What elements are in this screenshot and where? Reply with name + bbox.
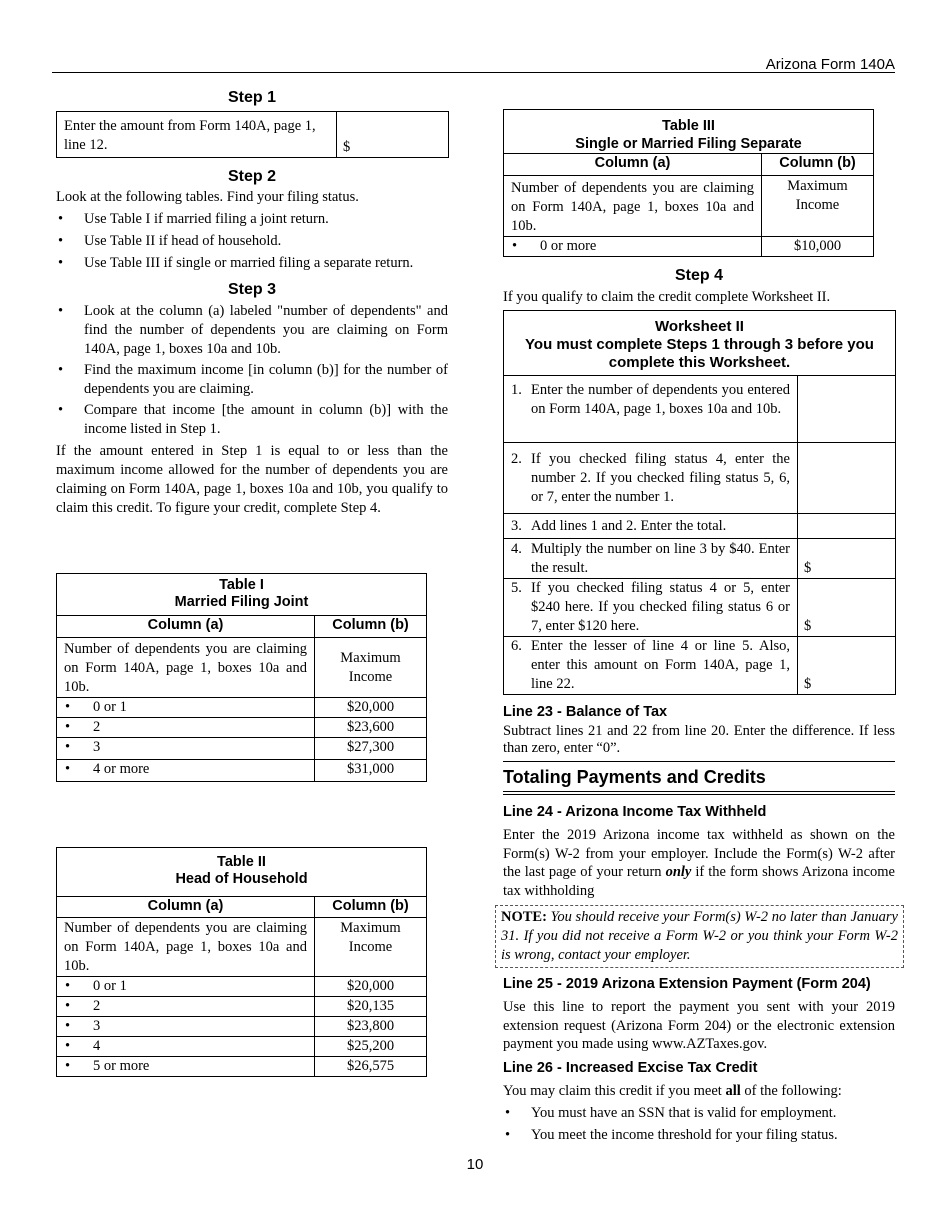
line26-intro-part: of the following: (740, 1083, 842, 1099)
income-cell: $27,300 (315, 738, 427, 760)
section-rule-bottom (503, 794, 895, 795)
step4-title: Step 4 (674, 267, 723, 284)
step2-title: Step 2 (227, 168, 276, 185)
worksheet-2 (503, 310, 896, 695)
dollar-sign: $ (343, 139, 351, 155)
dependents-cell: • 0 or more (504, 237, 762, 257)
line6-entry[interactable] (798, 637, 896, 695)
step3-body (56, 302, 448, 518)
step4-text: If you qualify to claim the credit complete Worksheet II. (503, 289, 831, 305)
line-text: Enter the number of dependents you entered on Form 140A, page 1, boxes 10a and 10b. (531, 382, 790, 417)
line-number: 2. (511, 451, 522, 467)
line24-text (503, 826, 895, 900)
line-number: 4. (511, 541, 522, 557)
table-row (57, 760, 427, 782)
income-cell: $10,000 (762, 237, 874, 257)
section-rule-top (503, 761, 895, 762)
dependents-cell: • 4 (57, 1037, 315, 1057)
table3-subtitle: Single or Married Filing Separate (575, 136, 802, 152)
step2-item: • Use Table I if married filing a joint return. (56, 210, 448, 229)
income-cell: $20,135 (315, 997, 427, 1017)
table2-col-a-header: Column (a) (57, 897, 315, 918)
header-rule (52, 72, 895, 73)
worksheet-line (504, 514, 896, 539)
table1-max-label: Maximum Income (315, 638, 427, 698)
table2-desc: Number of dependents you are claiming on Form 140A, page 1, boxes 10a and 10b. (57, 918, 315, 977)
step3-item: • Look at the column (a) labeled "number of dependents" and find the number of dependents you are claiming on Form 140A, page 1, boxes 10a and 10b. (56, 302, 448, 359)
line26-intro-part: You may claim this credit if you meet (503, 1083, 726, 1099)
step1-amount-field[interactable] (337, 112, 449, 158)
line4-entry[interactable] (798, 539, 896, 579)
line-number: 3. (511, 518, 522, 534)
line26-title: Line 26 - Increased Excise Tax Credit (503, 1060, 758, 1076)
table2-max-label: Maximum Income (315, 918, 427, 977)
worksheet-line (504, 637, 896, 695)
income-cell: $23,800 (315, 1017, 427, 1037)
line24-text-part: Enter the 2019 Arizona income tax withheld as shown on the Form(s) W-2 from your employer. Include the Form(s) W-2 after the last page of your return (503, 827, 895, 880)
line1-entry[interactable] (798, 376, 896, 443)
line-text: If you checked filing status 4, enter the number 2. If you checked filing status 5, 6, or 7, enter the number 1. (531, 451, 790, 505)
line25-title: Line 25 - 2019 Arizona Extension Payment (Form 204) (503, 976, 871, 992)
note-text: You should receive your Form(s) W-2 no later than January 31. If you did not receive a Form W-2 or you think your Form W-2 is wrong, contact your employer. (501, 909, 898, 963)
income-cell: $23,600 (315, 718, 427, 738)
dependents-cell: • 0 or 1 (57, 977, 315, 997)
note-box (495, 905, 904, 968)
worksheet-line (504, 376, 896, 443)
table1-title: Table I (219, 577, 264, 593)
line2-entry[interactable] (798, 443, 896, 514)
dependents-cell: • 3 (57, 738, 315, 760)
dependents-cell: • 3 (57, 1017, 315, 1037)
step3-paragraph: If the amount entered in Step 1 is equal to or less than the maximum income allowed for the number of dependents you are claiming on Form 140A, page 1, boxes 10a and 10b, you qualify to claim this credit. To figure your credit, complete Step 4. (56, 443, 448, 516)
table-row (57, 1057, 427, 1077)
step2-intro: Look at the following tables. Find your filing status. (56, 189, 359, 205)
table3-title: Table III (662, 118, 715, 134)
worksheet-title: Worksheet II (655, 318, 744, 335)
form-name-header: Arizona Form 140A (765, 56, 895, 73)
table1-col-b-header: Column (b) (315, 616, 427, 638)
table-2 (56, 847, 427, 1077)
page-number: 10 (466, 1156, 484, 1173)
step1-instruction: Enter the amount from Form 140A, page 1, line 12. (57, 112, 337, 158)
dependents-cell: • 5 or more (57, 1057, 315, 1077)
income-cell: $20,000 (315, 698, 427, 718)
line24-text-part: if the form shows Arizona income tax withholding (503, 864, 895, 899)
line26-intro-bold: all (725, 1083, 741, 1099)
dollar-sign: $ (804, 618, 812, 634)
table-1 (56, 573, 427, 782)
table-row (57, 997, 427, 1017)
line-number: 5. (511, 580, 522, 596)
line26-item: • You meet the income threshold for your filing status. (503, 1126, 895, 1145)
dependents-cell: • 0 or 1 (57, 698, 315, 718)
table1-desc: Number of dependents you are claiming on Form 140A, page 1, boxes 10a and 10b. (57, 638, 315, 698)
line23-text: Subtract lines 21 and 22 from line 20. Enter the difference. If less than zero, enter “0”. (503, 723, 895, 756)
table-row (504, 237, 874, 257)
income-cell: $20,000 (315, 977, 427, 997)
table2-col-b-header: Column (b) (315, 897, 427, 918)
table1-subtitle: Married Filing Joint (174, 594, 309, 610)
step3-title: Step 3 (227, 281, 276, 298)
dollar-sign: $ (804, 560, 812, 576)
table-3 (503, 109, 874, 257)
step1-box (56, 111, 449, 158)
table2-subtitle: Head of Household (175, 871, 308, 887)
line26-intro (503, 1082, 895, 1101)
table3-max-label: Maximum Income (762, 176, 874, 237)
income-cell: $31,000 (315, 760, 427, 782)
dollar-sign: $ (804, 676, 812, 692)
line-number: 1. (511, 382, 522, 398)
line3-entry[interactable] (798, 514, 896, 539)
table3-col-b-header: Column (b) (762, 154, 874, 176)
line24-emphasis: only (665, 864, 692, 880)
line-text: If you checked filing status 4 or 5, enter $240 here. If you checked filing status 6 or 7, enter $120 here. (531, 580, 790, 634)
income-cell: $25,200 (315, 1037, 427, 1057)
table3-desc: Number of dependents you are claiming on Form 140A, page 1, boxes 10a and 10b. (504, 176, 762, 237)
line25-text: Use this line to report the payment you sent with your 2019 extension request (Arizona Form 204) or the electronic extension payment you made using www.AZTaxes.gov. (503, 999, 895, 1052)
income-cell: $26,575 (315, 1057, 427, 1077)
line23-title: Line 23 - Balance of Tax (503, 704, 668, 720)
dependents-cell: • 4 or more (57, 760, 315, 782)
totaling-title: Totaling Payments and Credits (503, 767, 766, 787)
table-row (57, 1037, 427, 1057)
worksheet-line (504, 443, 896, 514)
table1-col-a-header: Column (a) (57, 616, 315, 638)
note-label: NOTE: (501, 909, 547, 925)
table-row (57, 1017, 427, 1037)
table-row (57, 698, 427, 718)
step2-item: • Use Table III if single or married filing a separate return. (56, 254, 448, 273)
table2-title: Table II (217, 854, 266, 870)
step2-body (56, 188, 448, 273)
worksheet-line (504, 539, 896, 579)
worksheet-subtitle: You must complete Steps 1 through 3 before you complete this Worksheet. (525, 336, 874, 371)
line-text: Add lines 1 and 2. Enter the total. (531, 518, 727, 534)
line26-item: • You must have an SSN that is valid for employment. (503, 1104, 895, 1123)
line24-title: Line 24 - Arizona Income Tax Withheld (503, 804, 767, 820)
line5-entry[interactable] (798, 579, 896, 637)
worksheet-line (504, 579, 896, 637)
dependents-cell: • 2 (57, 718, 315, 738)
line-number: 6. (511, 638, 522, 654)
table3-col-a-header: Column (a) (504, 154, 762, 176)
table-row (57, 977, 427, 997)
section-rule-mid (503, 791, 895, 792)
dependents-cell: • 2 (57, 997, 315, 1017)
table-row (57, 738, 427, 760)
line-text: Enter the lesser of line 4 or line 5. Also, enter this amount on Form 140A, page 1, line 22. (531, 638, 790, 692)
table-row (57, 718, 427, 738)
step1-title: Step 1 (227, 89, 276, 106)
step2-item: • Use Table II if head of household. (56, 232, 448, 251)
line-text: Multiply the number on line 3 by $40. Enter the result. (531, 541, 790, 576)
step3-item: • Compare that income [the amount in column (b)] with the income listed in Step 1. (56, 401, 448, 439)
step3-item: • Find the maximum income [in column (b)] for the number of dependents you are claiming. (56, 361, 448, 399)
